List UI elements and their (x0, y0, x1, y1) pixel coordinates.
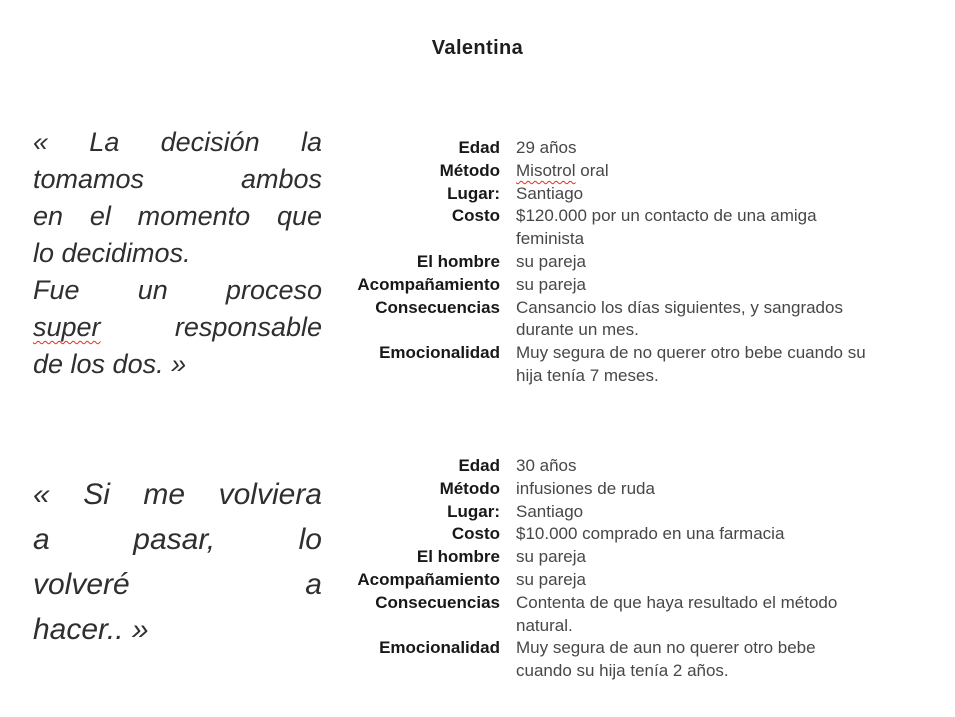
row-value: su pareja (516, 547, 586, 567)
quote-line: tomamos ambos (33, 164, 322, 194)
row-label: Costo (451, 206, 500, 226)
quote-block-top (33, 124, 322, 383)
row-value: $10.000 comprado en una farmacia (516, 524, 785, 544)
row-value: Santiago (516, 183, 584, 203)
quote-line: « Si me volviera (33, 478, 322, 511)
row-label: Lugar: (447, 183, 500, 203)
row-label: Costo (451, 524, 500, 544)
row-value-line: Cansancio los días siguientes, y sangrados (516, 297, 843, 317)
row-label: El hombre (416, 251, 500, 271)
quote-line: volveré a (33, 568, 322, 601)
row-label: Emocionalidad (379, 638, 500, 658)
row-value: Santiago (516, 501, 584, 521)
quote-line: Fue un proceso (33, 275, 322, 305)
profile-table-1 (330, 137, 916, 388)
quote-line: hacer.. » (33, 613, 149, 646)
row-label: Consecuencias (375, 592, 500, 612)
row-label: Emocionalidad (379, 343, 500, 363)
row-label: Lugar: (447, 501, 500, 521)
row-value: 29 años (516, 138, 577, 157)
misspelled-word: super (33, 312, 101, 342)
row-value-line: Muy segura de no querer otro bebe cuando su (516, 343, 866, 363)
row-label: Método (439, 160, 500, 180)
row-value-line: Contenta de que haya resultado el método (516, 592, 838, 612)
row-value-line: natural. (516, 615, 573, 635)
quote-line: lo decidimos. (33, 238, 191, 268)
quote-line (33, 309, 322, 346)
row-value (516, 160, 916, 183)
row-value (516, 637, 916, 683)
row-value: 30 años (516, 456, 577, 475)
row-label: El hombre (416, 547, 500, 567)
row-value-line: durante un mes. (516, 320, 639, 340)
quote-line: en el momento que (33, 201, 322, 231)
quote-line-rest: responsable (174, 312, 322, 342)
row-value (516, 592, 916, 638)
misspelled-word: Misotrol (516, 160, 576, 180)
quote-line: de los dos. » (33, 349, 187, 379)
row-value (516, 205, 916, 251)
row-value: infusiones de ruda (516, 478, 655, 498)
row-value-rest: oral (580, 160, 609, 180)
row-label: Método (439, 478, 500, 498)
quote-line: « La decisión la (33, 127, 322, 157)
row-value-line: $120.000 por un contacto de una amiga (516, 206, 817, 226)
row-value (516, 297, 916, 343)
row-label: Acompañamiento (357, 274, 500, 294)
row-value-line: Muy segura de aun no querer otro bebe (516, 638, 816, 658)
row-value-line: feminista (516, 229, 585, 249)
row-value: su pareja (516, 569, 586, 589)
profile-table-2 (330, 455, 916, 683)
row-value-line: hija tenía 7 meses. (516, 365, 659, 385)
row-label: Acompañamiento (357, 569, 500, 589)
row-label: Consecuencias (375, 297, 500, 317)
row-value-line: cuando su hija tenía 2 años. (516, 661, 729, 681)
row-label: Edad (458, 456, 500, 475)
quote-block-bottom (33, 472, 322, 652)
row-label: Edad (458, 138, 500, 157)
row-value: su pareja (516, 251, 586, 271)
quote-line: a pasar, lo (33, 523, 322, 556)
page-title: Valentina (431, 37, 524, 59)
row-value: su pareja (516, 274, 586, 294)
row-value (516, 342, 916, 388)
